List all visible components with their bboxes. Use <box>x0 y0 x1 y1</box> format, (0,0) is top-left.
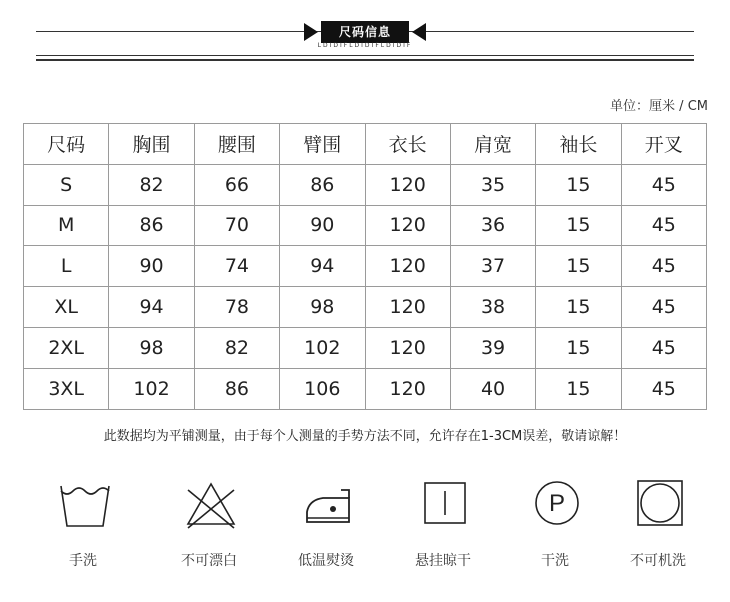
table-row <box>24 368 707 409</box>
page-title: 尺码信息 <box>321 21 409 43</box>
table-cell: 45 <box>621 287 706 328</box>
column-header: 开叉 <box>621 124 706 165</box>
table-cell: 70 <box>194 205 279 246</box>
table-cell: XL <box>24 287 109 328</box>
table-cell: 38 <box>450 287 535 328</box>
table-cell: 15 <box>536 368 621 409</box>
table-cell: 2XL <box>24 327 109 368</box>
table-cell: 102 <box>280 327 365 368</box>
care-label: 手洗 <box>69 553 97 569</box>
care-item-no-tumble-dry <box>603 470 713 580</box>
table-cell: 86 <box>280 164 365 205</box>
table-cell: 120 <box>365 287 450 328</box>
table-cell: 120 <box>365 246 450 287</box>
care-label: 不可漂白 <box>181 553 237 569</box>
size-table <box>23 123 707 410</box>
hand-wash-icon <box>58 476 112 530</box>
table-cell: 15 <box>536 327 621 368</box>
table-cell: 94 <box>109 287 194 328</box>
table-cell: 15 <box>536 205 621 246</box>
ribbon-right-icon <box>412 23 426 41</box>
measurement-note: 此数据均为平铺测量，由于每个人测量的手势方法不同，允许存在1-3CM误差，敬请谅解！ <box>103 429 627 444</box>
table-cell: 45 <box>621 164 706 205</box>
table-cell: 35 <box>450 164 535 205</box>
table-cell: 90 <box>280 205 365 246</box>
table-row <box>24 287 707 328</box>
care-item-low-iron <box>271 470 381 580</box>
table-cell: 102 <box>109 368 194 409</box>
table-cell: 86 <box>194 368 279 409</box>
low-iron-icon <box>301 476 355 530</box>
table-cell: M <box>24 205 109 246</box>
table-row <box>24 164 707 205</box>
table-cell: 15 <box>536 287 621 328</box>
table-cell: 40 <box>450 368 535 409</box>
header-rule-bottom-2 <box>36 59 694 61</box>
table-cell: 78 <box>194 287 279 328</box>
no-bleach-icon <box>184 476 238 530</box>
table-cell: 45 <box>621 246 706 287</box>
table-row <box>24 205 707 246</box>
unit-label: 单位：厘米 / CM <box>610 99 708 114</box>
table-cell: 15 <box>536 164 621 205</box>
column-header: 臂围 <box>280 124 365 165</box>
header-subtitle: LDIDIFLDIDIFLDIDIF <box>317 42 413 49</box>
table-row <box>24 246 707 287</box>
table-cell: 45 <box>621 368 706 409</box>
table-cell: 120 <box>365 368 450 409</box>
care-item-hand-wash <box>28 470 138 580</box>
dry-clean-icon <box>530 476 584 530</box>
column-header: 肩宽 <box>450 124 535 165</box>
table-cell: 45 <box>621 327 706 368</box>
column-header: 尺码 <box>24 124 109 165</box>
care-label: 悬挂晾干 <box>415 553 471 569</box>
table-cell: 86 <box>109 205 194 246</box>
table-cell: L <box>24 246 109 287</box>
care-label: 干洗 <box>541 553 569 569</box>
svg-text:P: P <box>548 490 566 517</box>
table-cell: S <box>24 164 109 205</box>
table-cell: 120 <box>365 327 450 368</box>
care-item-no-bleach <box>154 470 264 580</box>
column-header: 袖长 <box>536 124 621 165</box>
table-cell: 39 <box>450 327 535 368</box>
table-cell: 3XL <box>24 368 109 409</box>
table-cell: 98 <box>109 327 194 368</box>
header-rule-bottom-1 <box>36 55 694 56</box>
no-tumble-dry-icon <box>633 476 687 530</box>
table-cell: 82 <box>109 164 194 205</box>
care-item-dry-clean <box>500 470 610 580</box>
ribbon-left-icon <box>304 23 318 41</box>
table-cell: 98 <box>280 287 365 328</box>
table-cell: 120 <box>365 205 450 246</box>
table-cell: 37 <box>450 246 535 287</box>
column-header: 胸围 <box>109 124 194 165</box>
table-cell: 94 <box>280 246 365 287</box>
hang-dry-icon <box>418 476 472 530</box>
table-cell: 15 <box>536 246 621 287</box>
care-label: 低温熨烫 <box>298 553 354 569</box>
column-header: 衣长 <box>365 124 450 165</box>
table-cell: 36 <box>450 205 535 246</box>
table-cell: 66 <box>194 164 279 205</box>
table-cell: 74 <box>194 246 279 287</box>
table-cell: 82 <box>194 327 279 368</box>
table-row <box>24 327 707 368</box>
table-header-row <box>24 124 707 165</box>
table-cell: 120 <box>365 164 450 205</box>
column-header: 腰围 <box>194 124 279 165</box>
table-cell: 90 <box>109 246 194 287</box>
table-cell: 106 <box>280 368 365 409</box>
care-item-hang-dry <box>388 470 498 580</box>
care-label: 不可机洗 <box>630 553 686 569</box>
header-title-badge <box>304 21 426 43</box>
table-cell: 45 <box>621 205 706 246</box>
